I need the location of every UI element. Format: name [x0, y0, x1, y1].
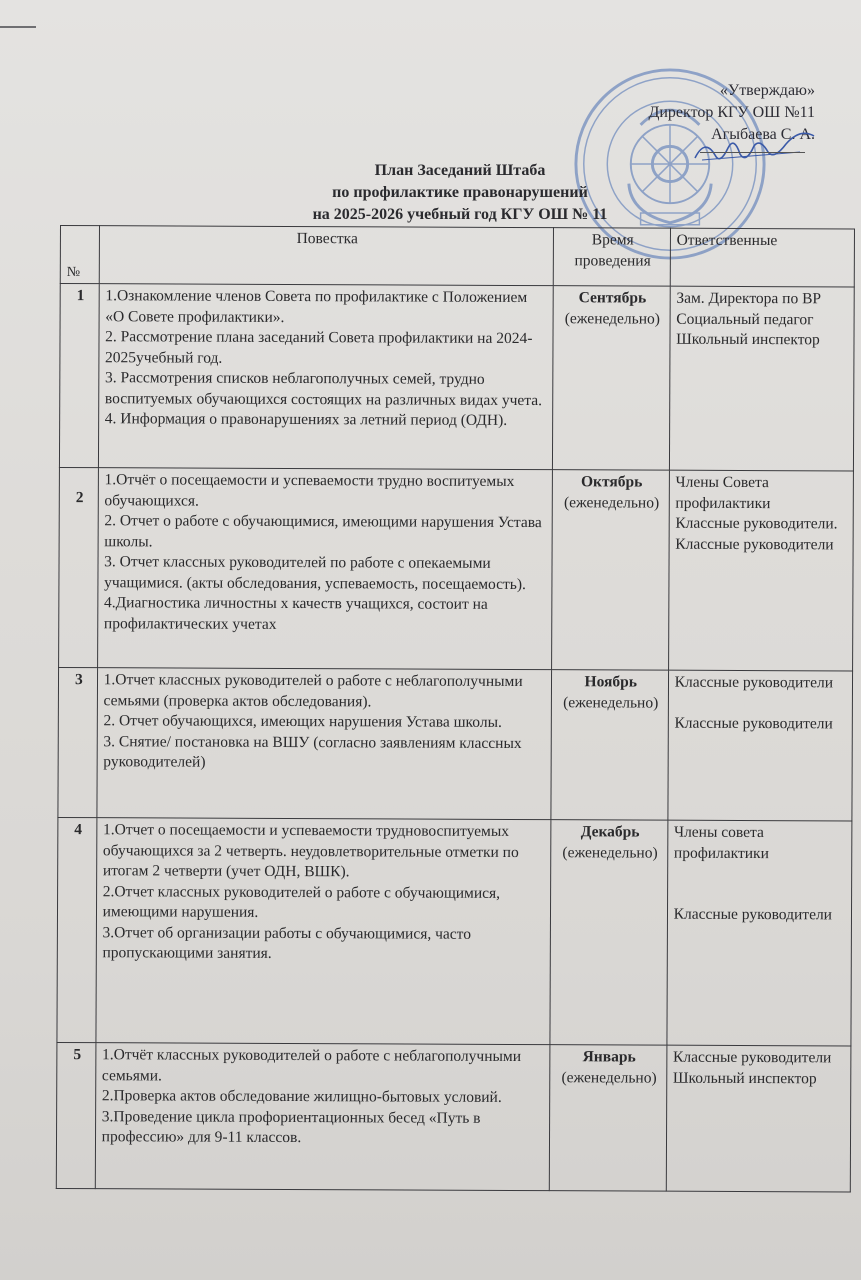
agenda-item: 3.Проведение цикла профориентационных бесед «Путь в профессию» для 9-11 классов. [101, 1107, 481, 1147]
row-time [549, 1045, 666, 1192]
agenda-item: 3. Отчет классных руководителей по работе с опекаемыми учащимися. (акты обследования, успеваемость, посещаемость). [104, 553, 526, 593]
responsible-entry: Школьный инспектор [672, 1069, 817, 1087]
agenda-item: 2. Отчет обучающихся, имеющих нарушения Устава школы. [103, 712, 502, 731]
month-label: Октябрь [580, 473, 643, 491]
row-agenda [95, 1043, 550, 1191]
approval-position: Директор КГУ ОШ №11 [648, 104, 815, 121]
row-number [59, 467, 99, 667]
responsible-entry: Зам. Директора по ВР [676, 289, 822, 308]
month-label: Декабрь [580, 823, 640, 841]
frequency-label: (еженедельно) [561, 1068, 657, 1087]
row-time [551, 470, 669, 671]
row-responsible [667, 820, 852, 1046]
header-time-line2: проведения [574, 251, 651, 270]
month-label: Сентябрь [578, 289, 647, 307]
edge-mark [0, 26, 36, 28]
responsible-entry: Школьный инспектор [676, 330, 820, 349]
responsible-entry: Члены совета профилактики [673, 823, 769, 862]
responsible-entry: Классные руководители [675, 535, 834, 553]
row-number: 1 [59, 284, 98, 468]
agenda-item: 1.Отчет классных руководителей о работе с неблагополучными семьями (проверка актов обследования). [103, 671, 523, 710]
header-num: № [60, 226, 99, 284]
signature-icon [690, 130, 820, 170]
agenda-item: 4. Информация о правонарушениях за летний период (ОДН). [104, 410, 508, 429]
agenda-item: 3.Отчет об организации работы с обучающимися, часто пропускающими занятия. [102, 923, 472, 962]
agenda-item: 1.Отчёт о посещаемости и успеваемости трудно воспитуемых обучающихся. [104, 471, 515, 510]
table-row [58, 667, 853, 820]
row-agenda [98, 284, 553, 470]
title-line-2: по профилактике правонарушений [332, 184, 588, 201]
row-number: 3 [58, 667, 97, 817]
responsible-entry: Классные руководители [672, 1048, 832, 1067]
header-time [553, 228, 670, 287]
frequency-label: (еженедельно) [562, 843, 658, 862]
header-responsible: Ответственные [670, 228, 855, 287]
agenda-item: 3. Рассмотрения списков неблагополучных семей, трудно воспитуемых обучающихся состоящих на различных видах учета. [104, 369, 543, 409]
responsible-entry: Классные руководители [674, 714, 833, 732]
row-number-text: 2 [75, 489, 84, 507]
row-responsible [669, 286, 854, 471]
title-line-1: План Заседаний Штаба [374, 162, 546, 179]
responsible-entry: Классные руководители. [675, 514, 838, 533]
header-agenda: Повестка [99, 226, 553, 286]
spacer [674, 864, 848, 906]
agenda-item: 2.Проверка актов обследование жилищно-бытовых условий. [101, 1087, 502, 1106]
table-row [59, 284, 854, 471]
month-label: Ноябрь [584, 673, 638, 691]
approval-name: Агыбаева С. А. [711, 126, 815, 143]
responsible-entry: Классные руководители [673, 905, 833, 924]
row-responsible [666, 1045, 851, 1192]
signature-line [700, 152, 805, 153]
row-time [550, 820, 668, 1046]
agenda-item: 2.Отчет классных руководителей о работе с обучающимися, имеющими нарушения. [102, 882, 501, 921]
frequency-label: (еженедельно) [564, 309, 661, 328]
plan-table [56, 225, 855, 1192]
frequency-label: (еженедельно) [563, 493, 660, 512]
row-responsible [668, 670, 853, 821]
document-title [230, 160, 690, 226]
agenda-item: 1.Ознакомление членов Совета по профилактике с Положением «О Совете профилактики». [105, 287, 528, 326]
agenda-item: 3. Снятие/ постановка на ВШУ (согласно заявлениям классных руководителей) [103, 732, 522, 771]
table-row [57, 817, 852, 1045]
agenda-item: 1.Отчет о посещаемости и успеваемости трудновоспитуемых обучающихся за 2 четверть. неудовлетворительные отметки по итогам 2 четверти (учет ОДН, ВШК). [102, 821, 519, 881]
title-line-3: на 2025-2026 учебный год КГУ ОШ № 11 [312, 206, 608, 223]
responsible-entry: Члены Совета профилактики [675, 473, 771, 512]
row-agenda [96, 818, 551, 1045]
agenda-item: 1.Отчёт классных руководителей о работе с неблагополучными семьями. [101, 1046, 522, 1084]
spacer [675, 693, 848, 714]
row-time [552, 286, 670, 471]
responsible-entry: Классные руководители [674, 673, 834, 692]
row-agenda [97, 468, 552, 670]
row-agenda [97, 668, 552, 820]
row-time [551, 670, 668, 821]
responsible-entry: Социальный педагог [676, 310, 814, 328]
table-row [56, 1042, 851, 1191]
row-number: 5 [56, 1042, 95, 1188]
agenda-item: 2. Рассмотрение плана заседаний Совета профилактики на 2024- 2025учебный год. [105, 328, 533, 367]
row-responsible [668, 470, 853, 671]
agenda-item: 2. Отчет о работе с обучающимися, имеющими нарушения Устава школы. [104, 512, 542, 550]
table-header-row [60, 226, 854, 287]
month-label: Январь [582, 1048, 636, 1066]
table-row [59, 467, 854, 670]
frequency-label: (еженедельно) [563, 693, 659, 712]
agenda-item: 4.Диагностика личностны х качеств учащихся, состоит на профилактических учетах [103, 594, 488, 633]
header-time-line1: Время [591, 231, 634, 249]
row-number: 4 [57, 817, 97, 1042]
approval-heading: «Утверждаю» [719, 82, 815, 99]
